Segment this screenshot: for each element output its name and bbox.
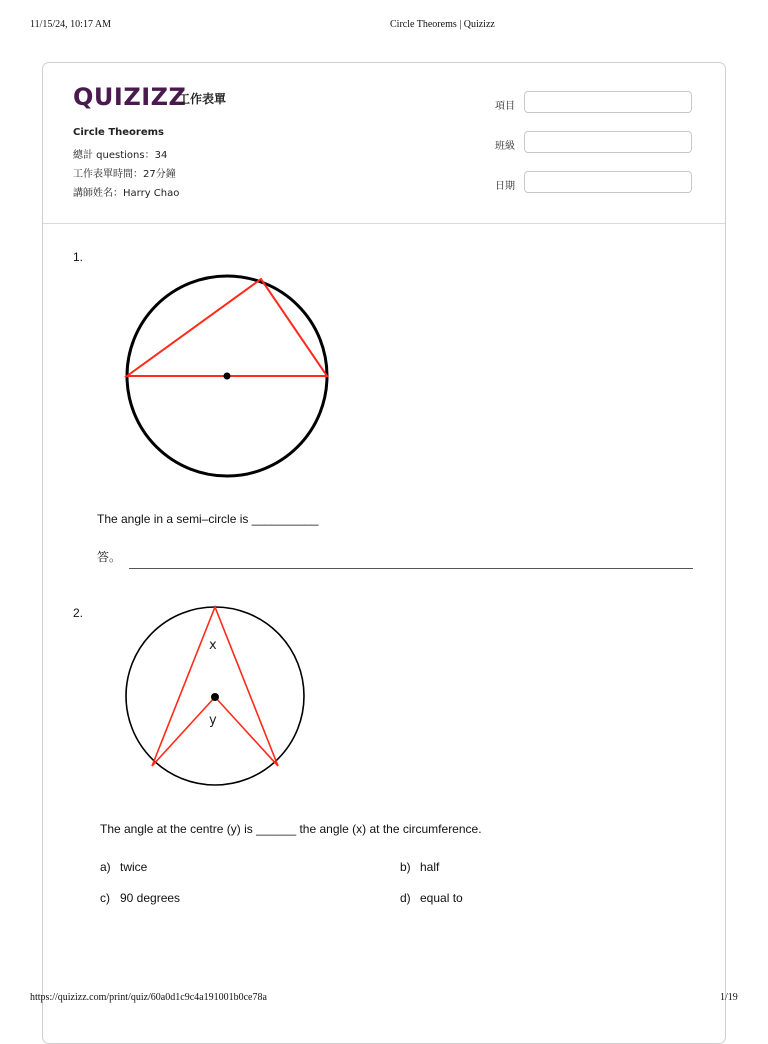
field-label-class: 班級 (495, 141, 515, 152)
worksheet-title: Circle Theorems (73, 127, 164, 138)
item-input[interactable] (524, 91, 692, 113)
print-page-title: Circle Theorems | Quizizz (390, 19, 495, 30)
answer-line[interactable] (129, 568, 693, 569)
class-input[interactable] (524, 131, 692, 153)
label-x: x (209, 638, 217, 653)
question-2-figure (123, 604, 307, 788)
print-page-number: 1/19 (720, 992, 738, 1003)
option-text: equal to (420, 891, 463, 905)
logo-subtitle: 工作表單 (178, 92, 227, 106)
inscribed-triangle (127, 279, 327, 376)
total-questions: 總計 questions：34 (73, 150, 168, 161)
field-label-date: 日期 (495, 181, 515, 192)
centre-angle-lines (152, 697, 278, 766)
option-letter: b) (400, 860, 411, 874)
quizizz-logo: QUIZIZZ (73, 83, 187, 111)
date-input[interactable] (524, 171, 692, 193)
print-url: https://quizizz.com/print/quiz/60a0d1c9c4a191001b0ce78a (30, 992, 267, 1003)
option-letter: c) (100, 891, 110, 905)
print-datetime: 11/15/24, 10:17 AM (30, 19, 112, 30)
option-text: 90 degrees (120, 891, 181, 905)
teacher-name: 講師姓名：Harry Chao (73, 188, 180, 199)
worksheet-time: 工作表單時間：27分鐘 (73, 169, 176, 180)
question-2-text: The angle at the centre (y) is ______ the angle (x) at the circumference. (100, 822, 482, 836)
option-letter: a) (100, 860, 111, 874)
option-text: half (420, 860, 440, 874)
worksheet-card (42, 62, 726, 1044)
option-a[interactable] (100, 860, 147, 874)
answer-label: 答。 (97, 550, 122, 564)
option-letter: d) (400, 891, 411, 905)
option-b[interactable] (400, 860, 439, 874)
option-d[interactable] (400, 891, 463, 905)
worksheet-header (43, 63, 725, 224)
centre-point (224, 373, 231, 380)
centre-point (211, 693, 219, 701)
option-text: twice (120, 860, 148, 874)
question-1-number: 1. (73, 250, 84, 264)
field-label-item: 項目 (495, 101, 515, 112)
question-2-number: 2. (73, 606, 84, 620)
label-y: y (209, 713, 217, 728)
question-1-figure (123, 269, 333, 481)
option-c[interactable] (100, 891, 180, 905)
question-1-text: The angle in a semi–circle is __________ (97, 512, 319, 526)
circumference-angle-lines (152, 607, 278, 766)
